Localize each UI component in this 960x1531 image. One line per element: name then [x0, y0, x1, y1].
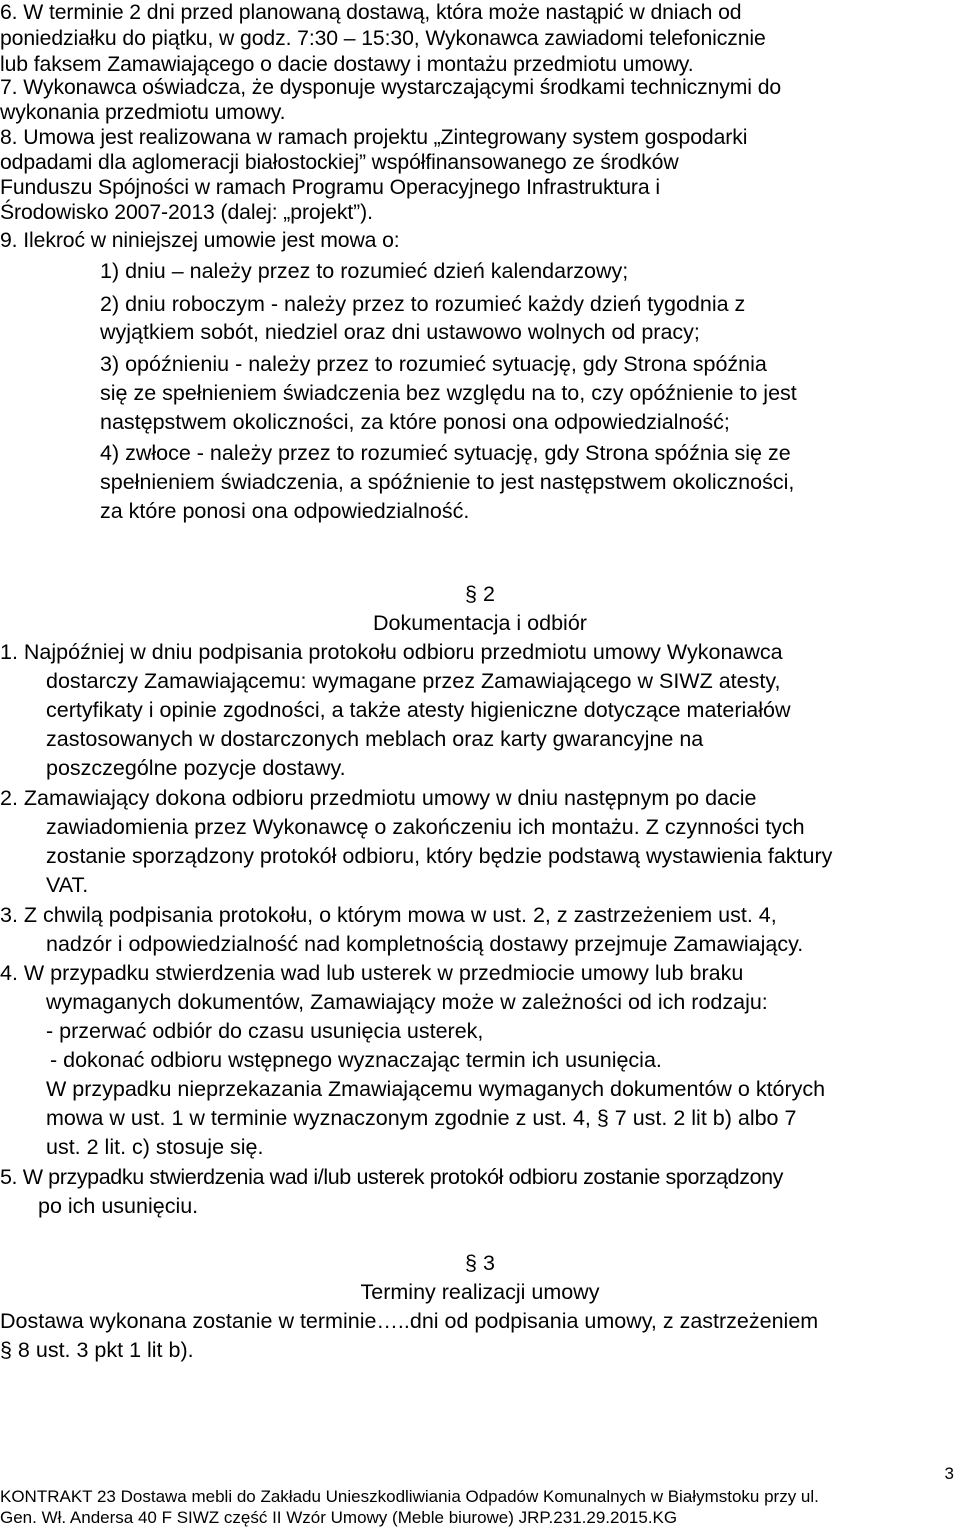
- item-4-line-2: wymaganych dokumentów, Zamawiający może w zależności od ich rodzaju:: [46, 990, 768, 1014]
- page-number: 3: [944, 1464, 954, 1483]
- definition-4-line-1: 4) zwłoce - należy przez to rozumieć sytuację, gdy Strona spóźnia się ze: [100, 441, 791, 465]
- section-2-number: § 2: [465, 582, 495, 606]
- item-4-line-6: mowa w ust. 1 w terminie wyznaczonym zgodnie z ust. 4, § 7 ust. 2 lit b) albo 7: [46, 1106, 797, 1130]
- definition-2-line-2: wyjątkiem sobót, niedziel oraz dni ustawowo wolnych od pracy;: [100, 320, 700, 344]
- definition-2-line-1: 2) dniu roboczym - należy przez to rozumieć każdy dzień tygodnia z: [100, 292, 746, 316]
- section-3-title: Terminy realizacji umowy: [360, 1280, 600, 1304]
- paragraph-8-line-2: odpadami dla aglomeracji białostockiej” współfinansowanego ze środków: [0, 151, 679, 174]
- paragraph-7-line-2: wykonania przedmiotu umowy.: [0, 101, 286, 124]
- paragraph-8-line-1: 8. Umowa jest realizowana w ramach projektu „Zintegrowany system gospodarki: [0, 126, 748, 149]
- item-1-line-5: poszczególne pozycje dostawy.: [46, 756, 346, 780]
- item-5-line-2: po ich usunięciu.: [38, 1194, 199, 1218]
- paragraph-6-line-1: 6. W terminie 2 dni przed planowaną dostawą, która może nastąpić w dniach od: [0, 1, 742, 24]
- definition-3-line-1: 3) opóźnieniu - należy przez to rozumieć sytuację, gdy Strona spóźnia: [100, 352, 767, 376]
- item-4-line-4: - dokonać odbioru wstępnego wyznaczając termin ich usunięcia.: [50, 1048, 662, 1072]
- item-4-line-3: - przerwać odbiór do czasu usunięcia usterek,: [46, 1019, 484, 1043]
- item-5-line-1: 5. W przypadku stwierdzenia wad i/lub usterek protokół odbioru zostanie sporządzony: [0, 1165, 784, 1189]
- item-2-line-4: VAT.: [46, 873, 89, 897]
- paragraph-8-line-4: Środowisko 2007-2013 (dalej: „projekt”).: [0, 201, 373, 224]
- item-2-line-2: zawiadomienia przez Wykonawcę o zakończeniu ich montażu. Z czynności tych: [46, 815, 805, 839]
- item-2-line-3: zostanie sporządzony protokół odbioru, który będzie podstawą wystawienia faktury: [46, 844, 833, 868]
- item-1-line-3: certyfikaty i opinie zgodności, a także atesty higieniczne dotyczące materiałów: [46, 698, 791, 722]
- section-2-title: Dokumentacja i odbiór: [373, 611, 587, 635]
- item-1-line-1: 1. Najpóźniej w dniu podpisania protokołu odbioru przedmiotu umowy Wykonawca: [0, 640, 783, 664]
- section-3-number: § 3: [465, 1251, 495, 1275]
- definition-1-line-1: 1) dniu – należy przez to rozumieć dzień kalendarzowy;: [100, 259, 629, 283]
- definition-3-line-2: się ze spełnieniem świadczenia bez względu na to, czy opóźnienie to jest: [100, 381, 797, 405]
- item-1-line-2: dostarczy Zamawiającemu: wymagane przez Zamawiającego w SIWZ atesty,: [46, 669, 781, 693]
- item-4-line-1: 4. W przypadku stwierdzenia wad lub usterek w przedmiocie umowy lub braku: [0, 961, 744, 985]
- section-3-line-1: Dostawa wykonana zostanie w terminie…..dni od podpisania umowy, z zastrzeżeniem: [0, 1309, 819, 1333]
- paragraph-9-line-1: 9. Ilekroć w niniejszej umowie jest mowa o:: [0, 229, 400, 252]
- item-2-line-1: 2. Zamawiający dokona odbioru przedmiotu umowy w dniu następnym po dacie: [0, 786, 757, 810]
- definition-3-line-3: następstwem okoliczności, za które ponosi ona odpowiedzialność;: [100, 410, 730, 434]
- paragraph-6-line-2: poniedziałku do piątku, w godz. 7:30 – 15:30, Wykonawca zawiadomi telefonicznie: [0, 27, 766, 50]
- definition-4-line-2: spełnieniem świadczenia, a spóźnienie to jest następstwem okoliczności,: [100, 470, 795, 494]
- definition-4-line-3: za które ponosi ona odpowiedzialność.: [100, 499, 470, 523]
- footer-line-1: KONTRAKT 23 Dostawa mebli do Zakładu Unieszkodliwiania Odpadów Komunalnych w Białymstoku przy ul.: [0, 1487, 819, 1506]
- paragraph-8-line-3: Funduszu Spójności w ramach Programu Operacyjnego Infrastruktura i: [0, 176, 660, 199]
- footer-line-2: Gen. Wł. Andersa 40 F SIWZ część II Wzór Umowy (Meble biurowe) JRP.231.29.2015.KG: [0, 1508, 678, 1527]
- item-4-line-5: W przypadku nieprzekazania Zmawiającemu wymaganych dokumentów o których: [46, 1077, 826, 1101]
- section-3-line-2: § 8 ust. 3 pkt 1 lit b).: [0, 1338, 194, 1362]
- item-1-line-4: zastosowanych w dostarczonych meblach oraz karty gwarancyjne na: [46, 727, 704, 751]
- paragraph-6-line-3: lub faksem Zamawiającego o dacie dostawy i montażu przedmiotu umowy.: [0, 53, 694, 76]
- item-4-line-7: ust. 2 lit. c) stosuje się.: [46, 1135, 264, 1159]
- item-3-line-1: 3. Z chwilą podpisania protokołu, o którym mowa w ust. 2, z zastrzeżeniem ust. 4,: [0, 903, 777, 927]
- paragraph-7-line-1: 7. Wykonawca oświadcza, że dysponuje wystarczającymi środkami technicznymi do: [0, 76, 782, 99]
- item-3-line-2: nadzór i odpowiedzialność nad kompletnością dostawy przejmuje Zamawiający.: [46, 932, 804, 956]
